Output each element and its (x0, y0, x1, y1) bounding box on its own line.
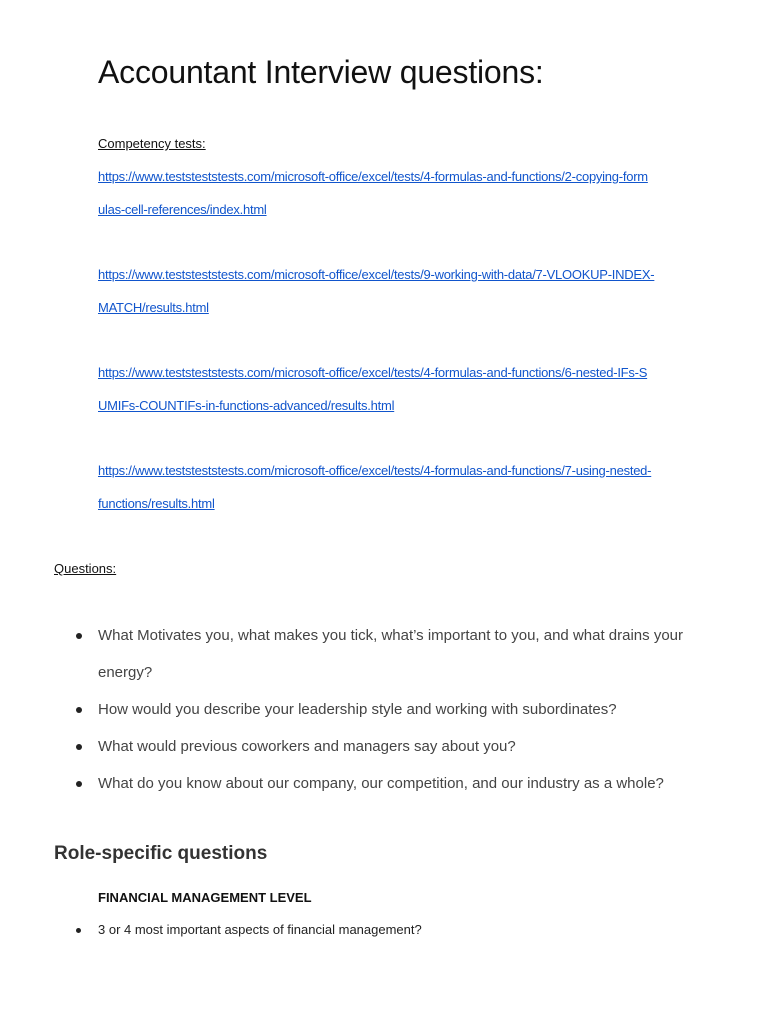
bullet-icon (76, 707, 82, 713)
bullet-icon (76, 781, 82, 787)
bullet-icon (76, 633, 82, 639)
bullet-icon (76, 744, 82, 750)
page-title: Accountant Interview questions: (98, 54, 544, 90)
question-text: What would previous coworkers and managers say about you? (98, 738, 516, 755)
role-questions-list (76, 918, 736, 942)
link-line[interactable]: ulas-cell-references/index.html (98, 202, 267, 217)
competency-link-4[interactable] (98, 462, 718, 528)
question-text: 3 or 4 most important aspects of financial management? (98, 922, 422, 937)
list-item (76, 691, 736, 728)
link-line[interactable]: functions/results.html (98, 496, 215, 511)
competency-link-2[interactable] (98, 266, 718, 332)
list-item (76, 728, 736, 765)
financial-management-level-heading: FINANCIAL MANAGEMENT LEVEL (98, 890, 312, 905)
bullet-icon (76, 928, 81, 933)
list-item (76, 617, 736, 691)
question-text: How would you describe your leadership style and working with subordinates? (98, 701, 617, 718)
link-line[interactable]: https://www.teststeststests.com/microsoft-office/excel/tests/9-working-with-data/7-VLOOKUP-INDEX- (98, 267, 655, 282)
list-item (76, 918, 736, 942)
list-item (76, 765, 736, 802)
questions-label: Questions: (54, 561, 117, 576)
question-text: What do you know about our company, our competition, and our industry as a whole? (98, 775, 664, 792)
questions-list (76, 617, 736, 802)
link-line[interactable]: UMIFs-COUNTIFs-in-functions-advanced/results.html (98, 398, 395, 413)
link-line[interactable]: MATCH/results.html (98, 300, 209, 315)
role-specific-heading: Role-specific questions (54, 843, 268, 864)
link-line[interactable]: https://www.teststeststests.com/microsoft-office/excel/tests/4-formulas-and-functions/2-copying-form (98, 169, 648, 184)
competency-link-1[interactable] (98, 168, 718, 234)
link-line[interactable]: https://www.teststeststests.com/microsoft-office/excel/tests/4-formulas-and-functions/6-nested-IFs-S (98, 365, 648, 380)
competency-tests-label: Competency tests: (98, 136, 206, 151)
question-text: What Motivates you, what makes you tick, what’s important to you, and what drains your energy? (98, 627, 683, 681)
link-line[interactable]: https://www.teststeststests.com/microsoft-office/excel/tests/4-formulas-and-functions/7-using-nested- (98, 463, 652, 478)
competency-link-3[interactable] (98, 364, 718, 430)
